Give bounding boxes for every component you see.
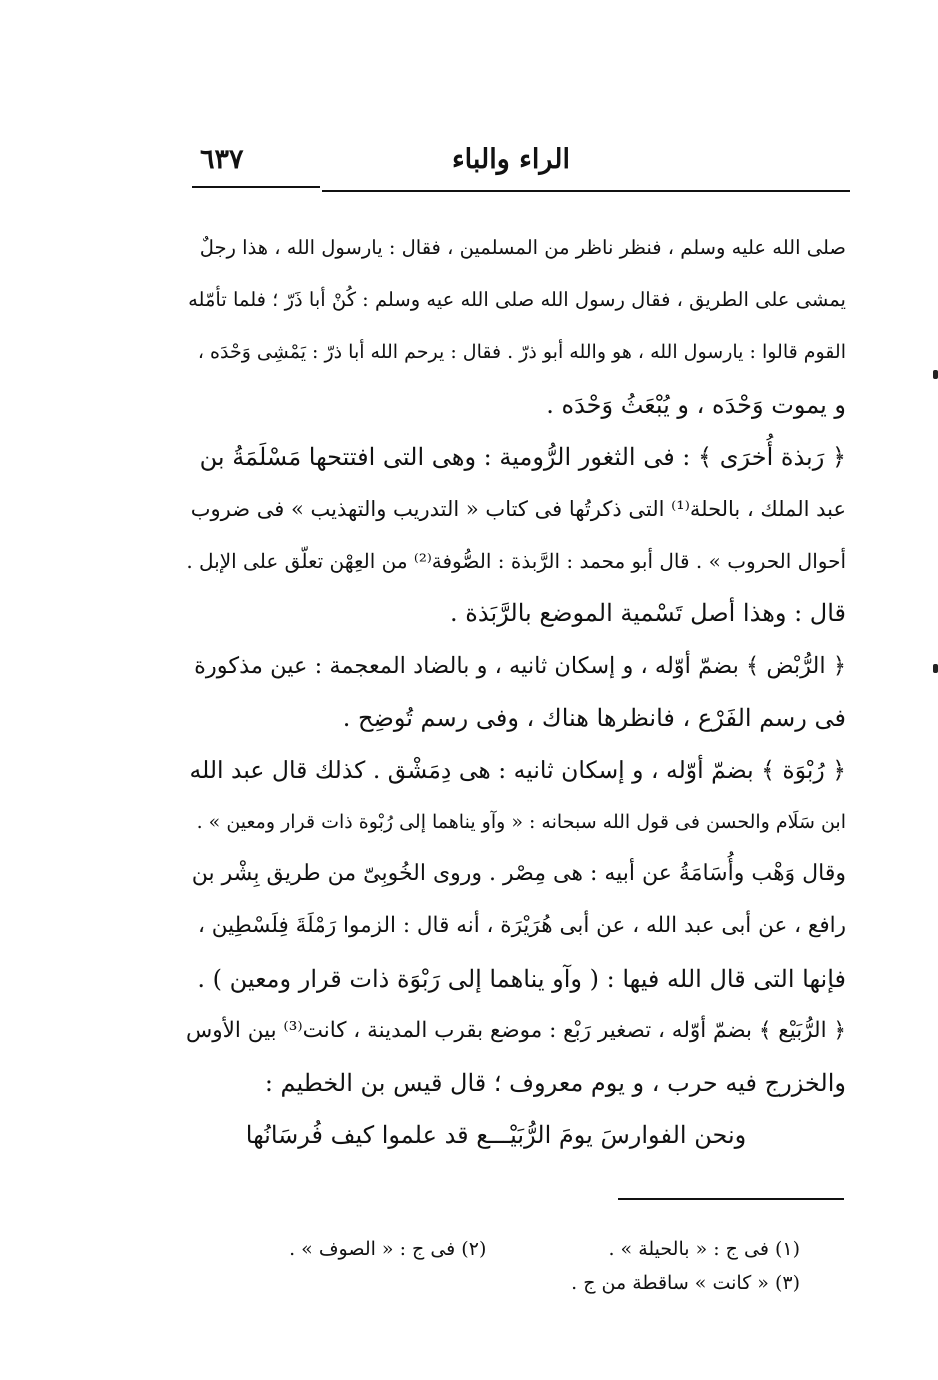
text-line: فإنها التى قال الله فيها : ( وآو يناهما إلى رَبْوَة ذات قرار ومعين ) .	[197, 964, 846, 993]
text-line: فى رسم الفَرْع ، فانظرها هناك ، وفى رسم تُوضِح .	[342, 703, 846, 732]
footnote-row	[280, 1266, 800, 1300]
text-line: قال : وهذا أصل تَسْمية الموضع بالرَّبَذة .	[450, 599, 846, 628]
entry-heading-line: ﴿ الرُّبْض ﴾ بضمّ أوّله ، و إسكان ثانيه ، و بالضاد المعجمة : عين مذكورة	[194, 652, 846, 679]
main-text	[186, 222, 846, 1161]
text-line: وقال وَهْب وأُسَامَةُ عن أبيه : هى مِصْر . وروى الخُوبِىّ من طريق بِشْر بن	[191, 861, 846, 887]
footnote-row	[280, 1232, 800, 1266]
entry-heading-line: ﴿ الرُّبَيْع ﴾ بضمّ أوّله ، تصغير رَبْع : موضع بقرب المدينة ، كانت⁽³⁾ بين الأوس	[186, 1017, 846, 1043]
footnote-2: (٢) فى ج : « الصوف » .	[289, 1238, 487, 1260]
text-line: عبد الملك ، بالحلة⁽¹⁾ التى ذكرتُها فى كتاب « التدريب والتهذيب » فى ضروب	[190, 496, 846, 521]
scan-edge-mark	[933, 370, 938, 379]
page-number: ٦٣٧	[200, 144, 244, 175]
header-rule-long	[322, 190, 850, 192]
text-line: القوم قالوا : يارسول الله ، هو والله أبو ذرّ . فقال : يرحم الله أبا ذرّ : يَمْشِى وَحْدَه ،	[197, 341, 846, 364]
page-header	[190, 138, 850, 186]
text-line: أحوال الحروب » . قال أبو محمد : الرَّبذة : الصُّوفة⁽²⁾ من العِهْن تعلّق على الإبل .	[186, 549, 846, 574]
footnote-rule	[618, 1198, 844, 1200]
text-line: و يموت وَحْدَه ، و يُبْعَثُ وَحْدَه .	[546, 390, 846, 419]
entry-heading-line: ﴿ رَبذة أُخرَى ﴾ : فى الثغور الرُّومية : وهى التى افتتحها مَسْلَمَةُ بن	[199, 442, 846, 471]
text-line: رافع ، عن أبى عبد الله ، عن أبى هُرَيْرَة ، أنه قال : الزموا رَمْلَةَ فِلَسْطِين ،	[197, 913, 846, 939]
text-line: ابن سَلَام والحسن فى قول الله سبحانه : « وآو يناهما إلى رُبْوة ذات قرار ومعين » .	[196, 811, 846, 834]
text-line: يمشى على الطريق ، فقال رسول الله صلى الله عيه وسلم : كُنْ أبا ذَرّ ؛ فلما تأمّله	[188, 288, 846, 312]
poetry-verse: ونحن الفوارسَ يومَ الرُّبَيْـــع قد علموا كيف فُرسَانُها	[245, 1121, 747, 1150]
running-title: الراء والباء	[451, 144, 570, 175]
footnote-1: (١) فى ج : « بالحيلة » .	[608, 1238, 800, 1260]
text-line: والخزرج فيه حرب ، و يوم معروف ؛ قال قيس بن الخطيم :	[264, 1069, 846, 1097]
footnote-3: (٣) « كانت » ساقطة من ج .	[571, 1272, 800, 1294]
text-line: صلى الله عليه وسلم ، فنظر ناظر من المسلمين ، فقال : يارسول الله ، هذا رجلٌ	[199, 236, 846, 259]
scan-edge-mark	[933, 664, 938, 673]
header-rule-short	[192, 186, 320, 188]
footnotes	[280, 1232, 800, 1300]
entry-heading-line: ﴿ رُبْوَة ﴾ بضمّ أوّله ، و إسكان ثانيه : هى دِمَشْق . كذلك قال عبد الله	[189, 755, 846, 784]
